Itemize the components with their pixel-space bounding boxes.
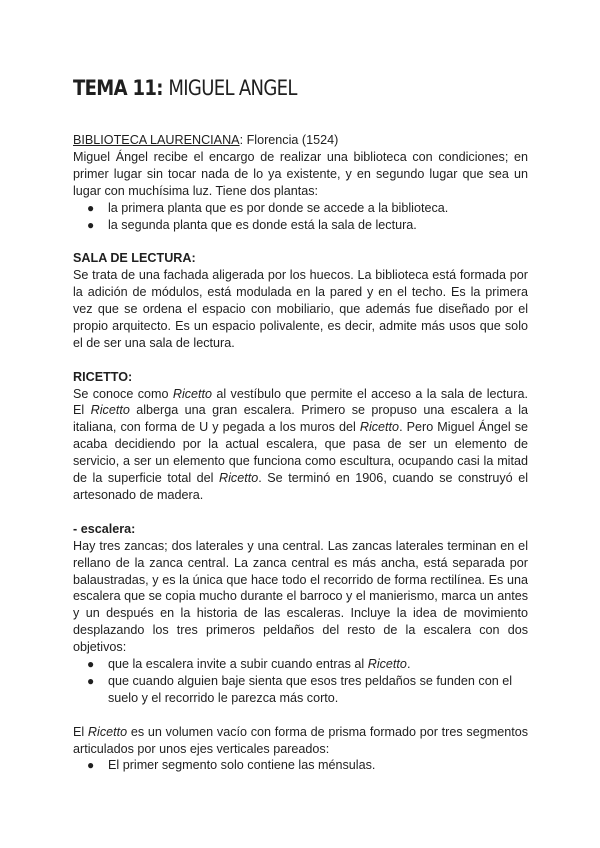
- biblioteca-heading: BIBLIOTECA LAURENCIANA: [73, 133, 240, 147]
- ricetto-heading: RICETTO:: [73, 369, 133, 384]
- biblioteca-paragraph: Miguel Ángel recibe el encargo de realizar una biblioteca con condiciones; en primer lugar sin tocar nada de lo ya existente, y en segundo lugar que sea un lugar con muchísima luz. Tiene dos plantas:: [73, 149, 528, 198]
- sala-heading: SALA DE LECTURA:: [73, 251, 196, 266]
- list-item: ● que cuando alguien baje sienta que esos tres peldaños se funden con el suelo y el recorrido le parezca más corto.: [87, 673, 513, 705]
- list-item: ● la segunda planta que es donde está la sala de lectura.: [87, 217, 417, 232]
- page-title: [73, 72, 464, 104]
- biblioteca-list: [73, 200, 528, 234]
- title-sub: MIGUEL ANGEL: [168, 76, 297, 100]
- biblioteca-place: : Florencia (1524): [239, 133, 339, 147]
- biblioteca-heading-line: [73, 132, 528, 149]
- ricetto-paragraph: Se conoce como Ricetto al vestíbulo que permite el acceso a la sala de lectura. El Ricetto alberga una gran escalera. Primero se propuso una escalera a la italiana, con forma de U y pegada a los muros del Ricetto. Pero Miguel Ángel se acaba decidiendo por la actual escalera, que pasa de ser un elemento de servicio, a ser un elemento que funciona como escultura, ocupando casi la mitad de la superficie total del Ricetto. Se terminó en 1906, cuando se construyó el artesonado de madera.: [73, 386, 529, 502]
- volumen-paragraph: El Ricetto es un volumen vacío con forma de prisma formado por tres segmentos articulados por unos ejes verticales pareados:: [73, 724, 528, 756]
- volumen-list: [73, 757, 528, 774]
- list-item: ● la primera planta que es por donde se accede a la biblioteca.: [87, 200, 449, 215]
- title-main: TEMA 11:: [73, 76, 163, 100]
- list-item: ● que la escalera invite a subir cuando entras al Ricetto.: [87, 657, 411, 672]
- escalera-heading: - escalera:: [73, 521, 136, 536]
- escalera-list: [73, 656, 528, 707]
- bullet-icon: ●: [87, 673, 95, 688]
- bullet-icon: ●: [87, 758, 95, 773]
- sala-paragraph: Se trata de una fachada aligerada por los huecos. La biblioteca está formada por la adición de módulos, está modulada en la pared y en el techo. Es la primera vez que se ordena el espacio con mobiliario, que además fue diseñado por el propio arquitecto. Es un espacio polivalente, es decir, admite más usos que solo el de ser una sala de lectura.: [73, 268, 528, 350]
- list-item: ● El primer segmento solo contiene las ménsulas.: [87, 758, 376, 773]
- bullet-icon: ●: [87, 217, 95, 232]
- bullet-icon: ●: [87, 657, 95, 672]
- escalera-paragraph: Hay tres zancas; dos laterales y una central. Las zancas laterales terminan en el rellano de la zanca central. La zanca central es más ancha, está separada por balaustradas, y es la única que hace todo el recorrido de forma rectilínea. Es una escalera que se copia mucho durante el barroco y el manierismo, marca un antes y un después en la historia de las escaleras. Incluye la idea de movimiento desplazando los tres primeros peldaños del resto de la escalera con dos objetivos:: [73, 538, 529, 655]
- bullet-icon: ●: [87, 200, 95, 215]
